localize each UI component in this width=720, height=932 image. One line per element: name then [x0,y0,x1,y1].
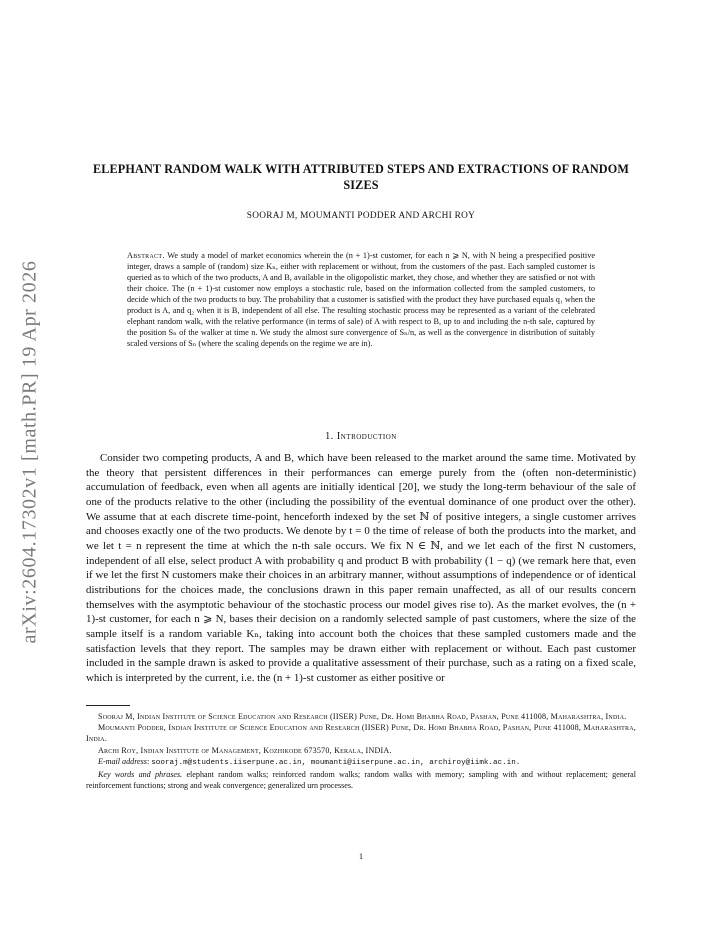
footnotes [86,711,636,791]
author-list: SOORAJ M, MOUMANTI PODDER AND ARCHI ROY [246,211,476,221]
section-heading: 1. Introduction [325,431,397,442]
footnote-rule [86,705,130,706]
affiliation-1: Sooraj M, Indian Institute of Science Education and Research (IISER) Pune, Dr. Homi Bhabha Road, Pashan, Pune 411008, Maharashtra, India. [98,712,627,721]
abstract [127,250,595,349]
abstract-text: We study a model of market economics wherein the (n + 1)-st customer, for each n ⩾ N, with N being a prespecified positive integer, draws a sample of (random) size Kₙ, either with replacement or without, from the customers of the past. Each sampled customer is queried as to which of the two products, A and B, available in the oligopolistic market, they chose, and whether they are satisfied or not with their choice. The (n + 1)-st customer now employs a stochastic rule, based on the information collected from the sampled customers, to decide which of the two products to buy. The probability that a customer is satisfied with the product they have purchased equals q₁ when the product is A, and q₂ when it is B, independent of all else. The resulting stochastic process may be represented as a variant of the celebrated elephant random walk, with the relative performance (in terms of sale) of A with respect to B, up to and including the n-th sale, captured by the position Sₙ of the walker at time n. We study the almost sure convergence of Sₙ/n, as well as the convergence in distribution of suitably scaled versions of Sₙ (where the scaling depends on the regime we are in). [127,251,595,349]
paper-title: ELEPHANT RANDOM WALK WITH ATTRIBUTED STEPS AND EXTRACTIONS OF RANDOM SIZES [92,162,630,192]
email-addresses[interactable]: sooraj.m@students.iiserpune.ac.in, moumanti@iiserpune.ac.in, archiroy@iimk.ac.in. [151,758,521,767]
arxiv-identifier: arXiv:2604.17302v1 [math.PR] 19 Apr 2026 [18,260,41,644]
arxiv-sidebar [0,0,60,932]
intro-paragraph: Consider two competing products, A and B, which have been released to the market around the same time. Motivated by the theory that persistent differences in their performances can emerge purely from the (often non-deterministic) accumulation of feedback, even when all agents are initially identical [20], we study the long-term behaviour of the sale of one of the products relative to the other (including the possibility of the eventual dominance of one product over the other). We assume that at each discrete time-point, henceforth indexed by the set ℕ of positive integers, a single customer arrives and chooses exactly one of the two products. We denote by t = 0 the time of release of both the products into the market, and we let t = n represent the time at which the n-th sale occurs. We fix N ∈ ℕ, and we let each of the first N customers, independent of all else, select product A with probability q and product B with probability (1 − q) (we remark here that, even if we let the first N customers make their choices in an arbitrary manner, without assumptions of independence or of identical distributions for the choices made, the conclusions drawn in this paper remain unaffected, as all of our results concern themselves with the asymptotic behaviour of the stochastic process our model gives rise to). As the market evolves, the (n + 1)-st customer, for each n ⩾ N, bases their decision on a randomly selected sample of past customers, where the size of the sample itself is a random variable Kₙ, taking into account both the choices that these sampled customers made and the satisfaction levels that they report. The samples may be drawn either with replacement or without. Each past customer included in the sample drawn is asked to provide a qualitative assessment of their purchase, such as a rating on a fixed scale, which is interpreted by the current, i.e. the (n + 1)-st customer as either positive or [86,452,636,684]
email-line: E-mail address: sooraj.m@students.iiserpune.ac.in, moumanti@iiserpune.ac.in, archiroy@iimk.ac.in. [98,756,521,767]
keywords-line [86,769,636,791]
affiliation-3: Archi Roy, Indian Institute of Management, Kozhikode 673570, Kerala, INDIA. [98,745,392,755]
keywords-text: elephant random walks; reinforced random walks; random walks with memory; sampling with and without replacement; general reinforcement functions; strong and weak convergence; generalized urn processes. [86,770,636,791]
affiliation-2: Moumanti Podder, Indian Institute of Science Education and Research (IISER) Pune, Dr. Homi Bhabha Road, Pashan, Pune 411008, Maharashtra, India. [86,723,636,744]
email-label: E-mail address [98,756,147,766]
page-number: 1 [358,851,364,861]
keywords-label: Key words and phrases. [98,770,183,780]
abstract-label: Abstract. [127,251,165,260]
